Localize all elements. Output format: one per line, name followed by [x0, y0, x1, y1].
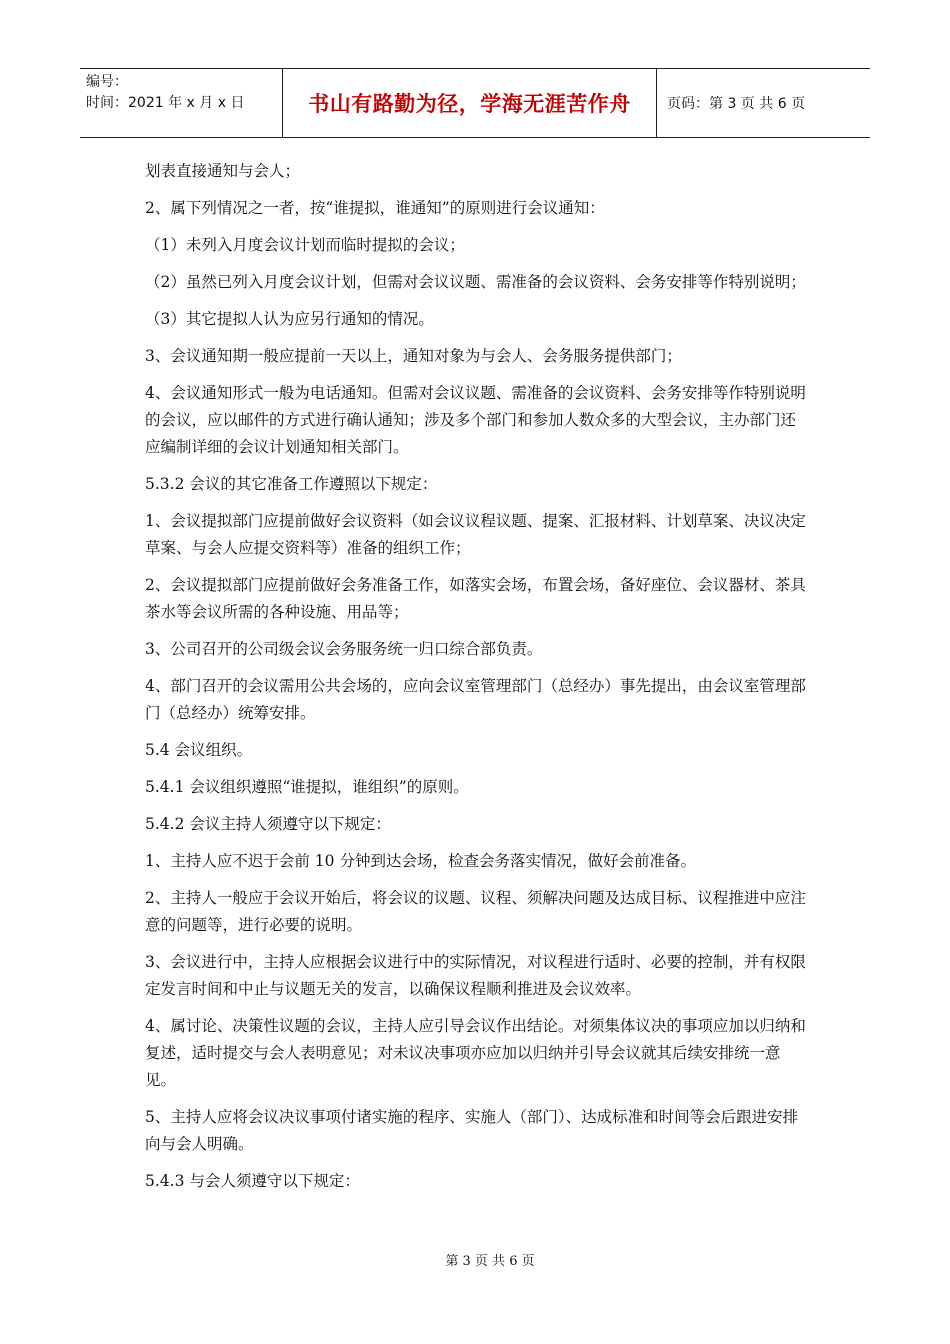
section-heading: 5.4.1 会议组织遵照“谁提拟，谁组织”的原则。: [145, 778, 469, 796]
paragraph: 3、公司召开的公司级会议会务服务统一归口综合部负责。: [145, 640, 543, 658]
section-heading: 5.4.2 会议主持人须遵守以下规定：: [145, 815, 391, 833]
section-heading: 5.4.3 与会人须遵守以下规定：: [145, 1172, 360, 1190]
paragraph: 2、属下列情况之一者，按“谁提拟，谁通知”的原则进行会议通知：: [145, 199, 605, 217]
document-number-label: 编号：: [86, 74, 128, 90]
paragraph: 4、属讨论、决策性议题的会议，主持人应引导会议作出结论。对须集体议决的事项应加以归纳和复述，适时提交与会人表明意见；对未议决事项亦应加以归纳并引导会议就其后续安排统一意见。: [145, 1017, 806, 1089]
document-body: [145, 158, 810, 1205]
paragraph: （2）虽然已列入月度会议计划，但需对会议议题、需准备的会议资料、会务安排等作特别说明；: [145, 273, 806, 291]
paragraph: （1）未列入月度会议计划而临时提拟的会议；: [145, 236, 465, 254]
paragraph: 4、部门召开的会议需用公共会场的，应向会议室管理部门（总经办）事先提出，由会议室管理部门（总经办）统筹安排。: [145, 677, 806, 722]
paragraph: 5、主持人应将会议决议事项付诸实施的程序、实施人（部门）、达成标准和时间等会后跟进安排向与会人明确。: [145, 1108, 799, 1153]
paragraph: 划表直接通知与会人；: [145, 162, 301, 180]
header-motto: 书山有路勤为径，学海无涯苦作舟: [283, 69, 657, 137]
section-heading: 5.4 会议组织。: [145, 741, 253, 759]
paragraph: 3、会议进行中，主持人应根据会议进行中的实际情况，对议程进行适时、必要的控制，并有权限定发言时间和中止与议题无关的发言，以确保议程顺利推进及会议效率。: [145, 953, 806, 998]
paragraph: 1、会议提拟部门应提前做好会议资料（如会议议程议题、提案、汇报材料、计划草案、决议决定草案、与会人应提交资料等）准备的组织工作；: [145, 512, 806, 557]
document-date-label: 时间：2021 年 x 月 x 日: [86, 95, 245, 111]
paragraph: 3、会议通知期一般应提前一天以上，通知对象为与会人、会务服务提供部门；: [145, 347, 682, 365]
page-footer: 第 3 页 共 6 页: [445, 1254, 535, 1269]
page-header: [80, 68, 870, 138]
header-page-number: 页码：第 3 页 共 6 页: [667, 96, 806, 112]
paragraph: 2、会议提拟部门应提前做好会务准备工作，如落实会场，布置会场，备好座位、会议器材、茶具茶水等会议所需的各种设施、用品等；: [145, 576, 806, 621]
paragraph: 2、主持人一般应于会议开始后，将会议的议题、议程、须解决问题及达成目标、议程推进中应注意的问题等，进行必要的说明。: [145, 889, 806, 934]
paragraph: 4、会议通知形式一般为电话通知。但需对会议议题、需准备的会议资料、会务安排等作特别说明的会议，应以邮件的方式进行确认通知；涉及多个部门和参加人数众多的大型会议，主办部门还应编制详细的会议计划通知相关部门。: [145, 384, 806, 456]
paragraph: 1、主持人应不迟于会前 10 分钟到达会场，检查会务落实情况，做好会前准备。: [145, 852, 696, 870]
header-meta-cell: [80, 69, 283, 137]
section-heading: 5.3.2 会议的其它准备工作遵照以下规定：: [145, 475, 438, 493]
paragraph: （3）其它提拟人认为应另行通知的情况。: [145, 310, 434, 328]
